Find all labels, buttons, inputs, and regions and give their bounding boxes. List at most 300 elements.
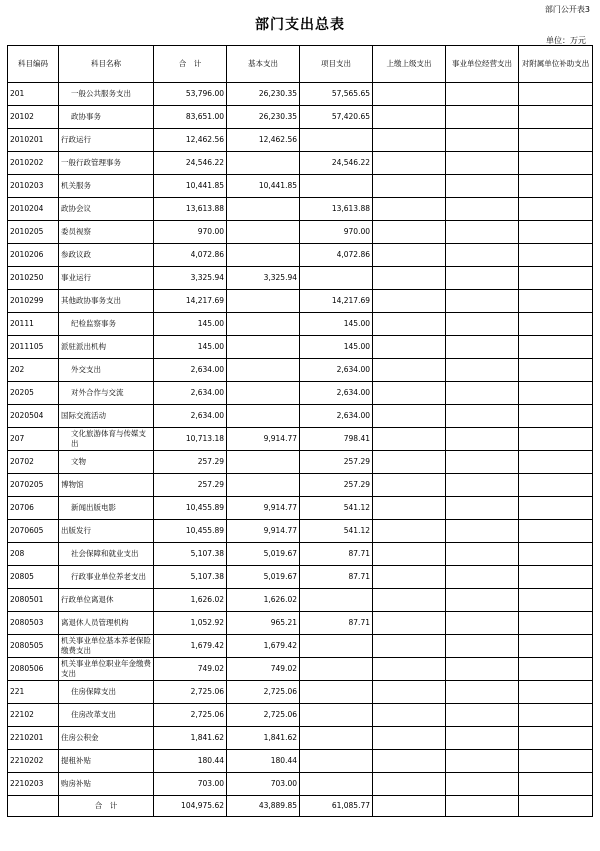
table-row [8,382,593,405]
row-operation [446,474,519,497]
row-subsidy [519,313,593,336]
table-row [8,727,593,750]
row-upper [373,106,446,129]
row-basic [227,474,300,497]
row-upper [373,313,446,336]
row-subsidy [519,681,593,704]
row-operation [446,773,519,796]
row-code: 2011105 [8,336,59,359]
row-basic: 703.00 [227,773,300,796]
table-row [8,106,593,129]
total-basic: 43,889.85 [227,796,300,817]
header-upper: 上缴上级支出 [373,46,446,83]
row-code: 2210203 [8,773,59,796]
row-project [300,658,373,681]
row-total: 3,325.94 [154,267,227,290]
total-code [8,796,59,817]
row-total: 2,634.00 [154,359,227,382]
row-total: 13,613.88 [154,198,227,221]
row-code: 2010206 [8,244,59,267]
row-upper [373,129,446,152]
row-basic [227,336,300,359]
row-upper [373,267,446,290]
table-row [8,474,593,497]
row-code: 2010250 [8,267,59,290]
row-name: 对外合作与交流 [59,382,154,405]
row-project: 87.71 [300,612,373,635]
row-subsidy [519,474,593,497]
row-project [300,773,373,796]
table-body [8,83,593,817]
row-operation [446,83,519,106]
row-project: 145.00 [300,336,373,359]
row-upper [373,497,446,520]
row-operation [446,704,519,727]
row-operation [446,359,519,382]
row-subsidy [519,405,593,428]
row-name: 事业运行 [59,267,154,290]
row-code: 2080505 [8,635,59,658]
row-project [300,635,373,658]
row-basic [227,359,300,382]
row-total: 24,546.22 [154,152,227,175]
row-subsidy [519,543,593,566]
row-basic: 12,462.56 [227,129,300,152]
row-code: 2080501 [8,589,59,612]
row-basic: 1,626.02 [227,589,300,612]
row-total: 1,052.92 [154,612,227,635]
row-basic: 1,679.42 [227,635,300,658]
row-operation [446,290,519,313]
row-project: 57,565.65 [300,83,373,106]
row-name: 住房改革支出 [59,704,154,727]
row-subsidy [519,198,593,221]
row-upper [373,566,446,589]
row-total: 53,796.00 [154,83,227,106]
row-operation [446,382,519,405]
row-total: 10,441.85 [154,175,227,198]
row-total: 2,634.00 [154,405,227,428]
row-basic: 26,230.35 [227,83,300,106]
row-subsidy [519,704,593,727]
row-operation [446,152,519,175]
row-upper [373,451,446,474]
row-total: 2,634.00 [154,382,227,405]
row-project: 145.00 [300,313,373,336]
row-code: 2010205 [8,221,59,244]
row-total: 1,679.42 [154,635,227,658]
form-id: 部门公开表3 [544,5,590,14]
table-row [8,451,593,474]
row-total: 180.44 [154,750,227,773]
total-total: 104,975.62 [154,796,227,817]
row-name: 机关服务 [59,175,154,198]
row-basic: 5,019.67 [227,566,300,589]
row-code: 20111 [8,313,59,336]
row-operation [446,497,519,520]
row-project [300,704,373,727]
row-code: 2210201 [8,727,59,750]
row-project: 14,217.69 [300,290,373,313]
row-name: 社会保障和就业支出 [59,543,154,566]
row-operation [446,589,519,612]
row-code: 201 [8,83,59,106]
row-name: 机关事业单位职业年金缴费支出 [59,658,154,681]
row-name: 参政议政 [59,244,154,267]
row-total: 145.00 [154,336,227,359]
row-operation [446,566,519,589]
total-project: 61,085.77 [300,796,373,817]
row-total: 83,651.00 [154,106,227,129]
row-basic [227,221,300,244]
row-operation [446,520,519,543]
row-code: 2070605 [8,520,59,543]
table-row [8,405,593,428]
row-subsidy [519,267,593,290]
row-project [300,267,373,290]
row-total: 257.29 [154,474,227,497]
row-code: 2010299 [8,290,59,313]
row-code: 207 [8,428,59,451]
row-basic: 5,019.67 [227,543,300,566]
row-upper [373,589,446,612]
row-total: 1,841.62 [154,727,227,750]
row-upper [373,152,446,175]
row-basic [227,152,300,175]
row-operation [446,428,519,451]
row-total: 970.00 [154,221,227,244]
row-code: 2010203 [8,175,59,198]
header-total: 合 计 [154,46,227,83]
row-subsidy [519,750,593,773]
row-name: 外交支出 [59,359,154,382]
row-project: 4,072.86 [300,244,373,267]
unit-label: 单位：万元 [546,36,586,45]
row-project [300,681,373,704]
table-row [8,520,593,543]
row-upper [373,198,446,221]
table-row [8,773,593,796]
row-project [300,727,373,750]
row-upper [373,175,446,198]
row-total: 1,626.02 [154,589,227,612]
row-project: 57,420.65 [300,106,373,129]
row-upper [373,635,446,658]
table-row [8,244,593,267]
row-subsidy [519,106,593,129]
row-total: 14,217.69 [154,290,227,313]
table-row [8,129,593,152]
row-subsidy [519,152,593,175]
row-project: 24,546.22 [300,152,373,175]
row-operation [446,129,519,152]
row-subsidy [519,451,593,474]
row-basic: 180.44 [227,750,300,773]
row-operation [446,681,519,704]
table-row [8,750,593,773]
row-total: 2,725.06 [154,704,227,727]
row-name: 住房保障支出 [59,681,154,704]
row-total: 10,455.89 [154,520,227,543]
table-row [8,313,593,336]
row-name: 政协会议 [59,198,154,221]
header-basic: 基本支出 [227,46,300,83]
row-code: 22102 [8,704,59,727]
row-project: 970.00 [300,221,373,244]
row-code: 20702 [8,451,59,474]
row-name: 纪检监察事务 [59,313,154,336]
row-subsidy [519,773,593,796]
header-code: 科目编码 [8,46,59,83]
row-subsidy [519,382,593,405]
row-name: 机关事业单位基本养老保险缴费支出 [59,635,154,658]
row-basic: 2,725.06 [227,704,300,727]
row-upper [373,428,446,451]
table-row [8,497,593,520]
header-row [8,46,593,83]
row-operation [446,451,519,474]
row-basic: 749.02 [227,658,300,681]
header-name: 科目名称 [59,46,154,83]
table-row [8,543,593,566]
table-row [8,612,593,635]
row-name: 其他政协事务支出 [59,290,154,313]
row-upper [373,658,446,681]
row-operation [446,221,519,244]
row-project: 257.29 [300,451,373,474]
row-name: 住房公积金 [59,727,154,750]
table-row [8,83,593,106]
row-total: 12,462.56 [154,129,227,152]
row-upper [373,244,446,267]
row-operation [446,727,519,750]
row-basic: 10,441.85 [227,175,300,198]
row-basic: 965.21 [227,612,300,635]
row-subsidy [519,612,593,635]
row-subsidy [519,221,593,244]
row-code: 20805 [8,566,59,589]
row-basic [227,382,300,405]
table-row [8,359,593,382]
row-subsidy [519,129,593,152]
page-title: 部门支出总表 [255,17,345,33]
row-total: 10,713.18 [154,428,227,451]
header-subsidy: 对附属单位补助支出 [519,46,593,83]
row-upper [373,83,446,106]
table-row [8,221,593,244]
row-operation [446,198,519,221]
row-operation [446,175,519,198]
row-upper [373,704,446,727]
expenditure-table [7,45,593,817]
header-operation: 事业单位经营支出 [446,46,519,83]
row-subsidy [519,175,593,198]
row-name: 离退休人员管理机构 [59,612,154,635]
row-basic [227,290,300,313]
row-name: 购房补贴 [59,773,154,796]
row-project: 2,634.00 [300,405,373,428]
row-code: 20102 [8,106,59,129]
row-operation [446,267,519,290]
row-subsidy [519,727,593,750]
row-operation [446,313,519,336]
row-total: 10,455.89 [154,497,227,520]
row-operation [446,658,519,681]
row-name: 文化旅游体育与传媒支出 [59,428,154,451]
row-code: 20205 [8,382,59,405]
row-upper [373,336,446,359]
table-row [8,175,593,198]
row-upper [373,727,446,750]
row-project: 2,634.00 [300,359,373,382]
row-subsidy [519,244,593,267]
row-name: 派驻派出机构 [59,336,154,359]
row-code: 2080506 [8,658,59,681]
row-total: 749.02 [154,658,227,681]
table-row [8,658,593,681]
row-subsidy [519,336,593,359]
row-operation [446,336,519,359]
row-subsidy [519,658,593,681]
row-name: 行政单位离退休 [59,589,154,612]
row-basic: 3,325.94 [227,267,300,290]
table-row [8,589,593,612]
row-basic: 26,230.35 [227,106,300,129]
row-upper [373,520,446,543]
total-operation [446,796,519,817]
row-total: 145.00 [154,313,227,336]
row-subsidy [519,589,593,612]
row-subsidy [519,359,593,382]
row-code: 221 [8,681,59,704]
row-name: 博物馆 [59,474,154,497]
row-name: 文物 [59,451,154,474]
row-total: 5,107.38 [154,566,227,589]
table-row [8,152,593,175]
row-code: 2010202 [8,152,59,175]
header-project: 项目支出 [300,46,373,83]
row-operation [446,405,519,428]
table-row [8,566,593,589]
row-upper [373,773,446,796]
row-project: 541.12 [300,520,373,543]
row-name: 一般公共服务支出 [59,83,154,106]
row-basic [227,313,300,336]
row-project: 2,634.00 [300,382,373,405]
row-operation [446,543,519,566]
row-name: 行政运行 [59,129,154,152]
row-total: 703.00 [154,773,227,796]
row-upper [373,290,446,313]
row-subsidy [519,520,593,543]
row-upper [373,681,446,704]
row-basic: 9,914.77 [227,497,300,520]
row-project: 541.12 [300,497,373,520]
row-subsidy [519,497,593,520]
row-operation [446,635,519,658]
row-code: 2210202 [8,750,59,773]
total-upper [373,796,446,817]
row-subsidy [519,428,593,451]
row-code: 208 [8,543,59,566]
table-row [8,290,593,313]
row-total: 4,072.86 [154,244,227,267]
row-project: 257.29 [300,474,373,497]
row-basic: 1,841.62 [227,727,300,750]
row-upper [373,221,446,244]
row-project [300,589,373,612]
row-name: 国际交流活动 [59,405,154,428]
row-operation [446,244,519,267]
total-label: 合 计 [59,796,154,817]
row-code: 20706 [8,497,59,520]
row-upper [373,750,446,773]
row-subsidy [519,566,593,589]
row-name: 新闻出版电影 [59,497,154,520]
row-name: 委员视察 [59,221,154,244]
row-basic [227,198,300,221]
row-basic: 9,914.77 [227,428,300,451]
row-code: 2010201 [8,129,59,152]
row-basic [227,244,300,267]
table-row [8,635,593,658]
row-total: 2,725.06 [154,681,227,704]
row-name: 一般行政管理事务 [59,152,154,175]
row-basic: 2,725.06 [227,681,300,704]
table-row [8,704,593,727]
row-basic [227,451,300,474]
table-row [8,428,593,451]
row-name: 提租补贴 [59,750,154,773]
row-total: 5,107.38 [154,543,227,566]
row-code: 202 [8,359,59,382]
row-basic [227,405,300,428]
row-project: 798.41 [300,428,373,451]
row-upper [373,543,446,566]
table-row [8,267,593,290]
row-upper [373,612,446,635]
row-project [300,129,373,152]
row-subsidy [519,635,593,658]
table-row [8,198,593,221]
row-basic: 9,914.77 [227,520,300,543]
row-total: 257.29 [154,451,227,474]
row-operation [446,106,519,129]
row-operation [446,612,519,635]
row-name: 行政事业单位养老支出 [59,566,154,589]
row-code: 2020504 [8,405,59,428]
total-subsidy [519,796,593,817]
row-name: 出版发行 [59,520,154,543]
total-row [8,796,593,817]
row-project [300,175,373,198]
row-operation [446,750,519,773]
row-project [300,750,373,773]
row-project: 87.71 [300,543,373,566]
row-code: 2010204 [8,198,59,221]
row-project: 87.71 [300,566,373,589]
row-project: 13,613.88 [300,198,373,221]
row-subsidy [519,290,593,313]
row-upper [373,359,446,382]
row-code: 2070205 [8,474,59,497]
table-row [8,336,593,359]
table-row [8,681,593,704]
row-name: 政协事务 [59,106,154,129]
row-upper [373,474,446,497]
row-subsidy [519,83,593,106]
row-upper [373,382,446,405]
